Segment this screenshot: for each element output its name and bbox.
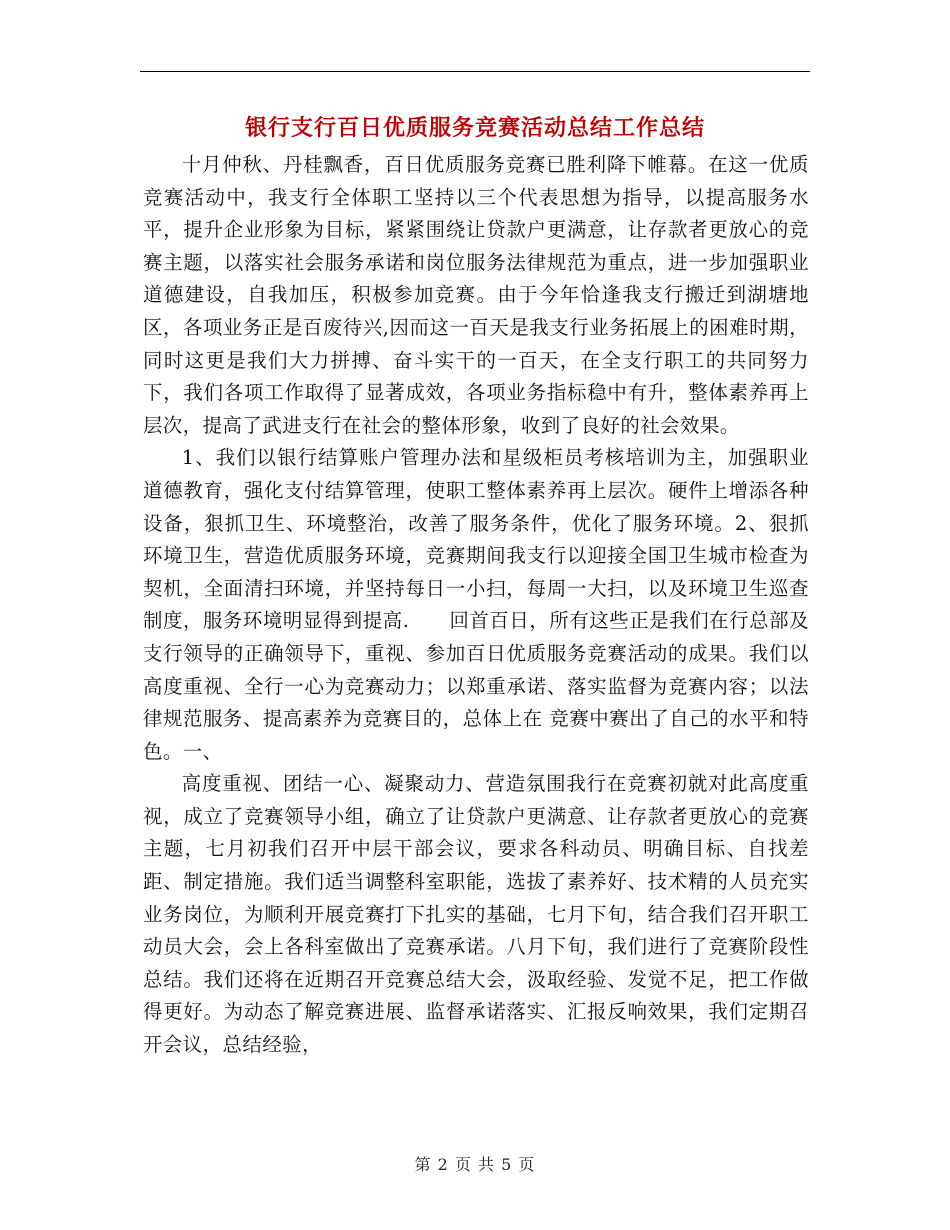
- page-number-footer: 第 2 页 共 5 页: [414, 1155, 536, 1174]
- paragraph-organization: 高度重视、团结一心、凝聚动力、营造氛围我行在竞赛初就对此高度重视，成立了竞赛领导小组，确立了让贷款户更满意、让存款者更放心的竞赛主题，七月初我们召开中层干部会议，要求各科动员、明确目标、自找差距、制定措施。我们适当调整科室职能，选拔了素养好、技术精的人员充实业务岗位，为顺利开展竞赛打下扎实的基础，七月下旬，结合我们召开职工动员大会，会上各科室做出了竞赛承诺。八月下旬，我们进行了竞赛阶段性总结。我们还将在近期召开竞赛总结大会，汲取经验、发觉不足，把工作做得更好。为动态了解竞赛进展、监督承诺落实、汇报反响效果，我们定期召开会议，总结经验，: [143, 772, 809, 1057]
- paragraph-measures: 1、我们以银行结算账户管理办法和星级柜员考核培训为主，加强职业道德教育，强化支付结算管理，使职工整体素养再上层次。硬件上增添各种设备，狠抓卫生、环境整治，改善了服务条件，优化了服务环境。2、狠抓环境卫生，营造优质服务环境，竞赛期间我支行以迎接全国卫生城市检查为契机，全面清扫环境，并坚持每日一小扫，每周一大扫，以及环境卫生巡查制度，服务环境明显得到提高. 回首百日，所有这些正是我们在行总部及支行领导的正确领导下，重视、参加百日优质服务竞赛活动的成果。我们以高度重视、全行一心为竞赛动力；以郑重承诺、落实监督为竞赛内容；以法律规范服务、提高素养为竞赛目的，总体上在 竞赛中赛出了自己的水平和特色。一、: [143, 446, 809, 763]
- paragraph-intro: 十月仲秋、丹桂飘香，百日优质服务竞赛已胜利降下帷幕。在这一优质竞赛活动中，我支行全体职工坚持以三个代表思想为指导，以提高服务水平，提升企业形象为目标，紧紧围绕让贷款户更满意，让存款者更放心的竞赛主题，以落实社会服务承诺和岗位服务法律规范为重点，进一步加强职业道德建设，自我加压，积极参加竞赛。由于今年恰逢我支行搬迁到湖塘地区，各项业务正是百废待兴,因而这一百天是我支行业务拓展上的困难时期，同时这更是我们大力拼搏、奋斗实干的一百天，在全支行职工的共同努力下，我们各项工作取得了显著成效，各项业务指标稳中有升，整体素养再上层次，提高了武进支行在社会的整体形象，收到了良好的社会效果。: [143, 153, 809, 437]
- document-body: [143, 149, 809, 1062]
- document-title: 银行支行百日优质服务竞赛活动总结工作总结: [244, 115, 705, 141]
- header-rule: [140, 71, 810, 72]
